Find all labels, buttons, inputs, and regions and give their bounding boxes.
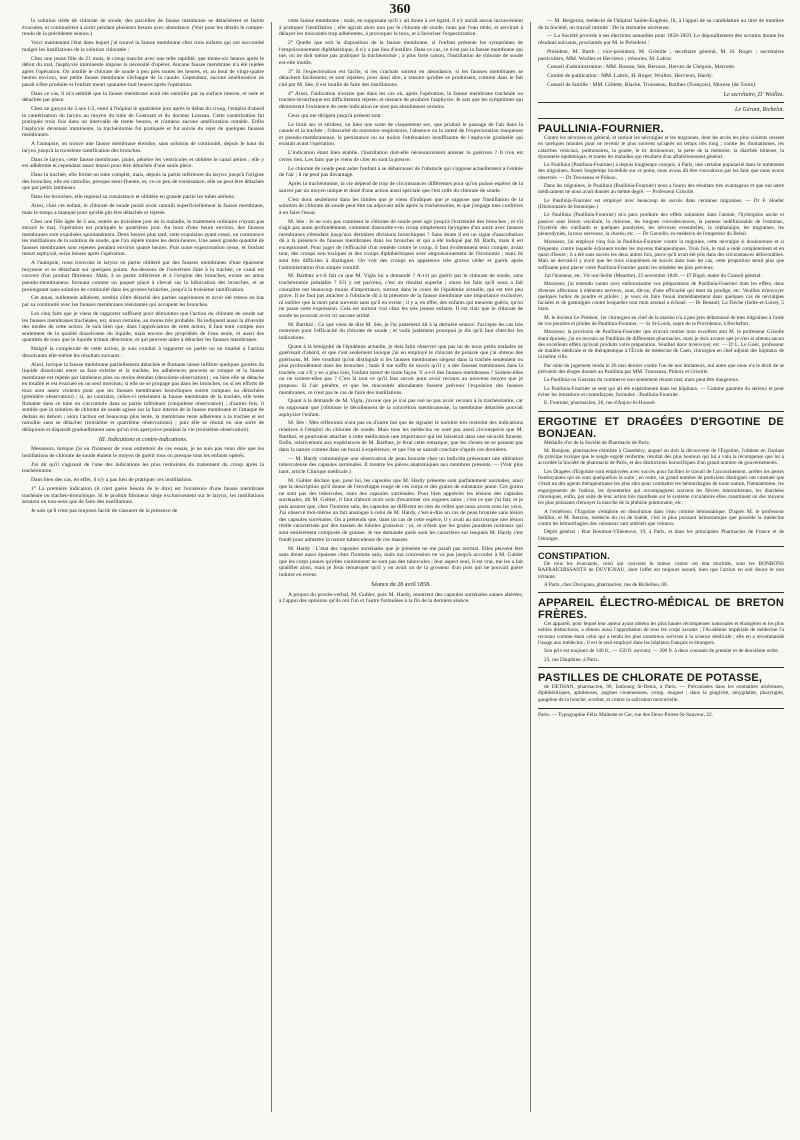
advertisement-paragraph: Le Paullinia (Paullinia-Fournier) a depuis longtemps conquis, à Paris, une certaine popularité dans le traitement des migraines. Assez longtemps incrédule sur ce point, nous avons dû être convaincus par les faits que nous avons observés. — Dr Trousseau et Pidoux. <box>538 162 784 181</box>
paragraph: Comité de publication : MM. Labric, H. Roger, Woillez, Hervieux, Hardy. <box>547 73 713 80</box>
advertisement-paragraph: Monsieur, la provision de Paullinia-Fournier que m'avait remise mon excellent ami M. le professeur Grisolle étant épuisée, j'ai eu recours au Paullinia de différentes pharmacies, mais je dois avouer que je n'en ai obtenu aucun des excellents effets qu'avait produits votre préparation. Veuillez donc m'envoyer, etc. — D' L. Le Goëc, professeur de matière médicale et de thérapeutique à l'École de médecine de Caen, chirurgien en chef adjoint des hôpitaux de la même ville. <box>538 329 784 361</box>
paragraph: Chez une jeune fille de 21 mois, le croup marche avec une telle rapidité, que trente-six heures après le début du mal, l'asphyxie imminente impose la nécessité d'opérer. Aucune fausse membrane n'a été rejetée après l'opération. On instille le chlorate de soude à peu près toutes les heures, et, au bout de vingt-quatre heures environ, une petite fausse membrane s'échappe de la canule. Cependant, aucune amélioration ne paraît s'être produite et l'enfant meurt quarante-huit heures après l'opération. <box>22 55 264 88</box>
paragraph: M. Sée : Mes réflexions n'ont pas eu d'autre but que de signaler le nombre très restreint des indications relatives à l'emploi du chlorate de soude. Mais tous les médecins ne sont pas aussi circonspects que M. Barthez, et pourraient attacher à cette médication une importance qui les laisserait dans une sécurité funeste. Enfin, relativement aux expériences de M. Barthez, je ferai cette remarque, que les choses ne se passent pas dans la nature comme dans un bocal à expérience, et que l'on se saurait conclure d'après ces dernières. <box>279 420 523 453</box>
advertisement-body <box>538 440 784 542</box>
paragraph: Quant à la bénignité de l'épidémie actuelle, je dois faire observer que pas un de nous petits malades ne guérissait d'abord, et que c'est seulement lorsque j'ai eu employé le chlorate de potasse que j'ai obtenu des guérisons. M. Sée voudrait qu'on distinguât si les fausses membranes siègent dans la trachée seulement ou plus profondément dans les bronches ; mais il me suffit de savoir qu'il y a des fausses membranes dans la trachée, car s'il y en a plus loin, l'enfant meurt de toute façon. Y a-t-il des fausses membranes ? Sortent-elles ou ne sortent-elles pas ? C'est là tout ce qu'il faut savoir pour avoir recours au nouveau moyen que je propose. Si l'air pénètre, et que les mucosités abondantes fussent prévenir l'expulsion des fausses membranes, ce n'est pas le cas de faire des instillations. <box>279 343 523 396</box>
paragraph: Malgré la complexité de cette action, je suis conduit à rapporter en partie ou en totalité à l'action dissolvante elle-même les résultats suivants : <box>22 346 264 359</box>
advertisement-paragraph: Dans les migraines, le Paullinia (Paullinia-Fournier) nous a fourni des résultats très avantageux et que nul autre médicament ne nous avait donnés au même degré. — Professeur Grisolle. <box>538 183 784 196</box>
paragraph: A propos du procès-verbal, M. Gubler, puis M. Hardy, montrent des capsules surrénales saines altérées, à l'appui des opinions qu'ils ont l'un et l'autre formulées à la fin de la dernière séance. <box>279 591 523 605</box>
advertisement-body <box>538 621 784 663</box>
paragraph: 4° Ainsi, l'indication n'existe que dans les cas où, après l'opération, la fausse membrane trachéale ou trachéo-bronchique est difficilement rejetée, et menace de produire l'asphyxie. Je sais que les symptômes qui démontrent l'existence de cette indication ne sont pas absolument certains. <box>279 90 523 110</box>
advertisement-paragraph: De tous les évacuants, celui qui convient le mieux contre cet état morbide, sont les BONBONS RAFRAÎCHISSANTS de DUVIGNAU, dont l'effet est toujours assuré, bien que l'action en soit douce et non irritante. <box>538 561 784 580</box>
advertisement-paragraph: de DETHAN, pharmacien, 90, faubourg St-Denis, à Paris. — Préconisées dans les stomatites ulcéreuses, diphthéritiques, aphtheuses, angines couenneuses, croup, muguet ; dans la gingivite, amygdalite, pharyngite, gangrène de la bouche, scorbut, et contre la salivation mercurielle. <box>538 683 784 703</box>
paragraph: C'est donc seulement dans les limites que je viens d'indiquer que je suppose que l'instillation de la solution de chlorate de soude peut être un adjuvant utile après la trachéotomie, et que j'engage mes confrères à en faire l'essai. <box>279 196 523 216</box>
paragraph: cette fausse membrane ; mais, en supposant qu'il y ait doute à cet égard, il n'y aurait aucun inconvénient à pratiquer l'instillation ; elle agirait alors non par le chlorate de soude, mais par l'eau tiède, et servirait à délayer les mucosités trop adhérentes, à provoquer la toux, et à favoriser l'expectoration. <box>279 18 523 38</box>
advertisement-title: CONSTIPATION. <box>538 551 610 561</box>
advertisement-paragraph: A l'extérieur, l'Ergotine s'emploie en dissolution dans l'eau comme hémostatique. D'après M. le professeur Sédillot, et M. Retzius, médecin du roi de Suède, c'est le plus puissant hémostatique que possède la médecine contre les hémorrhagies des vaisseaux tant artériels que veineux. <box>538 508 784 528</box>
secretary-signature: Le secrétaire, D' Woillez. <box>723 91 784 98</box>
society-elections <box>538 18 784 89</box>
advertisement-body <box>538 684 784 703</box>
paragraph: Le chlorate de soude peut aider l'enfant à se débarrasser de l'obstacle qui s'oppose actuellement à l'entrée de l'air ; il ne peut pas davantage. <box>279 165 523 179</box>
advertisement-body <box>538 135 784 407</box>
column-right <box>538 18 784 1116</box>
paragraph: J'ai dit qu'il s'agissait de l'une des indications les plus restreintes du traitement du croup après la trachéotomie. <box>22 461 264 475</box>
paragraph: Quant à la demande de M. Vigla, j'avoue que je n'ai pas osé ne pas avoir recours à la trachéotomie, car en supposant que j'obtinsse le décollement de la concrétion membraneuse, la membrane détachée pouvait asphyxier l'enfant. <box>279 398 523 418</box>
paragraph: Dans ce cas, il m'a semblé que la fausse membrane avait été ramollie par sa surface interne, et usée et détachée par place. <box>22 90 264 104</box>
paragraph: Conseil de famille : MM. Gillette, Blache, Trousseau, Barthez (François), Moreau (de Tours). <box>547 82 757 89</box>
advertisement <box>538 118 784 407</box>
paragraph: M. Hardy : L'état des capsules surrénales que je présente ne me paraît pas normal. Elles peuvent être sans doute aussi épaisses chez l'homme sain, mais ma concession ne va pas jusqu'à accorder à M. Gubler que les corps jaunes qu'elles contiennent ne sont pas des tubercules ; leur aspect seul, il est vrai, me les a fait qualifier ainsi, mais je ferai remarquer qu'il y en avait un de la grosseur d'un pois qui ne pouvait guère induire en erreur. <box>279 545 523 578</box>
column-divider <box>530 22 531 1112</box>
advertisement-paragraph: Monsieur, j'ai employé cinq fois le Paullinia-Fournier contre la migraine, cette névralgie si douloureuse et si fréquente, contre laquelle échouent toutes les moyens thérapeutiques. Trois fois, le mal a cédé complètement et en quart d'heure ; il a été sans succès les deux autres fois, parce qu'il avait été pris dans des circonstances défavorables. Mais ne devrait-il y avoir que les trois cinquièmes de succès dans tous les cas, cette proportion serait plus que suffisante pour placer votre Paullinia-Fournier parmi les remèdes les plus précieux. <box>538 239 784 271</box>
paragraph: M. Sée : Je ne vois pas comment le chlorate de soude peut agir jusqu'à l'extrémité des bronches ; et s'il s'agit pas aussi profondément, comment dissoudre-t-on croup simplement laryngien d'un autre avec fausses membranes s'étendant jusqu'aux dernières divisions bronchiques ? Sans doute il est un signe d'auscultation dû à la présence de fausses membranes dans les bronches et qui a été indiqué par M. Barth, mais il est exceptionnel. Pour juger de l'efficacité d'un remède contre le croup, il faut évidemment tenir compte, avant tout, des croups non toxiques et des croups diphthéritiques avec empoisonnement de l'économie ; mais ils sont très difficiles à distinguer. On voit des croups en apparence très graves céder et guérir après l'administration d'un simple vomitif. <box>279 218 523 271</box>
section-title: III. Indications et contre-indications. <box>98 436 188 443</box>
advertisement-title: ERGOTINE ET DRAGÉES D'ERGOTINE DE BONJEAN. <box>538 415 784 440</box>
paragraph: Dans bien des cas, en effet, il n'y a pas lieu de pratiquer ces instillations. <box>31 477 193 484</box>
advertisement-paragraph: Contre les névroses en général, et surtout les névralgies et les migraines, dont les accès les plus violents cessent en quelques minutes pour ne revenir le plus souvent qu'après un temps très long ; contre les rhumatismes, les catarrhes vésicaux, pulmonaires, la goutte, le tic douloureux, la perte de la mémoire, la diarrhée bilieuse, la dysenterie épidémique, et toutes les maladies qui résultent d'un affaiblissement général. <box>538 134 784 160</box>
paragraph: 3° Si l'expectoration est facile, si les crachats sortent en abondance, si les fausses membranes se détachent facilement, et sont rejetées, pour ainsi dire, à mesure qu'elles se produisent, comme dans le fait cité par M. Sée, il est inutile de faire des instillations. <box>279 68 523 88</box>
advertisements <box>538 118 784 703</box>
advertisement <box>538 546 784 588</box>
paragraph: Voici maintenant l'état dans lequel j'ai trouvé la fausse membrane chez trois enfants qui ont succombé malgré les instillations de la solution chloratée : <box>22 40 264 53</box>
paragraph: M. Barthez a-t-il fait ce que M. Vigla lui a demandé ? A-t-il pu guérir par le chlorate de soude, sans trachéotomie préalable ? S'il y est parvenu, c'est un résultat superbe ; sinon les faits qu'il nous a fait connaître ont beaucoup moins d'importance, surtout dans le cours de l'épidémie actuelle, qui est très peu grave. Il ne faut pas attacher à l'obstacle dû à la présence de la fausse membrane une importance exclusive, ni oublier que la mort peut survenir sans qu'il en existe ; il y a, en effet, des enfants qui meurent guéris, qu'on ne passe cette expression. Cela est surtout vrai chez les très jeunes enfants. Il est clair que le chlorate de soude ne pourrait avoir ici aucune utilité. <box>279 273 523 319</box>
paragraph: 2° Quelle que soit la disposition de la fausse membrane, si l'enfant présente les symptômes de l'empoisonnement diphthéritique, il n'y a pas lieu d'instiller. Dans ce cas, ce n'est pas la fausse membrane qui tue, on ne doit même pas pratiquer la trachéotomie ; à plus forte raison, l'instillation de chlorate de soude est-elle inutile. <box>279 40 523 66</box>
paragraph: Chez une fille âgée de 5 ans, entrée au troisième jour de la maladie, le traitement ordinaire n'ayant pas enrayé le mal, l'opération est pratiquée le quatrième jour. Au bout d'une heure environ, des fausses membranes sont expulsées spontanément. Deux heures plus tard, cette expulsion ayant cessé, on commence les instillations de la solution de soude, que l'on répète toutes les demi-heures. Une assez grande quantité de fausses membranes sont rejetées pendant environ quatre heures. Puis toute expectoration cesse, et l'enfant meurt asphyxié, seize heures après l'opération. <box>22 218 264 258</box>
gerant-signature: Le Gérant, Richelot. <box>735 107 784 114</box>
advertisement-title: PAULLINIA-FOURNIER. <box>538 122 664 135</box>
paragraph: Dans les bronches, elle reprend sa consistance et oblitère en grande partie les tubes aériens. <box>31 194 236 201</box>
advertisement-paragraph: M. Bonjean, pharmacien-chimiste à Chambéry, auquel on doit la découverte de l'Ergotine, l'obtient en l'isolant du principe toxique que le seigle ergoté renferme, résultat des plus heureux qui lui a valu la récompense que lui a accordée la Société de pharmacie de Paris, et des distinctions honorifiques d'un grand nombre de gouvernements. <box>538 447 784 467</box>
paragraph: Dans la trachée, elle forme un tube complet, mais, depuis la partie inférieure du larynx jusqu'à l'origine des bronches, elle est ramollie, presque semi-fluente, et, vu ce peu de consistance, elle ne peut être détachée que par petits lambeaux. <box>22 172 264 192</box>
advertisement-body <box>538 561 784 588</box>
advertisement-paragraph: Dépôt général : Rue Bourbon-Villeneuve, 19, à Paris, et dans les principales Pharmacies de France et de l'étranger. <box>538 529 784 542</box>
paragraph: Le bruit sec et strident, ou bien une sorte de claquement sec, que produit le passage de l'air dans la canule et la trachée ; l'obscurité du murmure respiratoire, l'absence ou la rareté de l'expectoration muqueuse et pseudo-membraneuse, la persistance ou au moins l'atténuation insuffisante de l'asphyxie graduelle qui existait avant l'opération. <box>279 121 523 148</box>
paragraph: Les cinq faits que je viens de rapporter suffisent pour démontrer que l'action du chlorate de soude sur les fausses membranes trachéales, est, sinon certaine, au moins très probable. Ils indiquent aussi la diversité des modes de cette action. Je suis bien que, dans l'appréciation de cette action, il faut tenir compte non seulement de la qualité dissolvante du liquide, mais encore des propriétés de l'eau seule, et aussi des quantités de toux que le liquide irritant détermine, et qui peuvent aider à détacher les fausses membranes. <box>22 310 264 344</box>
advertisement-paragraph: Les Dragées d'Ergotine sont employées avec succès pour faciliter le travail de l'accouchement, arrêter les pertes foudroyantes qui en sont quelquefois la suite ; en outre, un grand nombre de praticiens distingués ont constaté que c'était un des agents thérapeutiques les plus sûrs pour combattre les hémorrhagies de toute nature, l'hématémèse, les engorgements de l'utérus, les dysenteries qui accompagnent souvent les fièvres intermittentes, les diarrhées chroniques, enfin, par suite de leur action très manifeste sur le système circulatoire elles constituent un des moyens les plus puissants d'enrayer la marche de la phthisie pulmonaire, etc. <box>538 468 784 507</box>
paragraph: L'indication étant bien établie, l'instillation doit-elle nécessairement amener la guérison ? Il n'en est certes rien. Les faits que je viens de citer en sont la preuve. <box>279 150 523 163</box>
advertisement-paragraph: Monsieur, j'ai entendu vanter avec enthousiasme vos préparations de Paullinia-Fournier dont les effets, dans diverses affections à éléments nerveux, sont, dit-on, d'une efficacité qui tient du prodige, etc. Veuillez m'envoyer quelques boîtes de poudre et pilules ; je veux en faire l'essai immédiatement dans quelques cas de névralgies faciales et de gastralgies contre lesquelles tout mon arsenal a échoué. — Dr Renault, La Flèche (Indre-et-Loire), 5 mars. <box>538 281 784 313</box>
paragraph: — M. Hardy communique une observation de peau bronzée chez un individu présentant une altération tuberculeuse des capsules surrénales. Il montre les pièces anatomiques aux membres présents. — (Voir plus haut, article Clinique médicale.) <box>279 455 523 475</box>
column-left-body-b <box>22 446 264 514</box>
advertisement-title: APPAREIL ÉLECTRO-MÉDICAL DE BRETON FRÈRES. <box>538 597 784 622</box>
advertisement <box>538 667 784 703</box>
paragraph: Cet amas, nullement adhérent, semble s'être détaché des parties supérieures et avoir été retenu en bas par sa continuité avec les fausses membranes résistantes qui occupent les bronches. <box>22 295 264 309</box>
paragraph: — La Société procède à ses élections annuelles pour 1858-1859. Le dépouillement des scrutins donne les résultats suivants, proclamés par M. le Président : <box>538 33 784 47</box>
advertisement-paragraph: 23, rue Dauphine, à Paris. <box>544 656 599 663</box>
paragraph: — M. Bergeron, médecin de l'hôpital Sainte-Eugénie, lit, à l'appui de sa candidature au titre de membre de la Société, un travail intitulé : De la stomatite ulcéreuse. <box>538 18 784 31</box>
advertisement-paragraph: J'ai l'honneur, etc. Vic-sur-Seille (Meurthe), 23 novembre 1849. — D' Bigré, maire du Conseil général. <box>544 272 762 279</box>
advertisement-paragraph: Cet appareil, pour lequel leur auteur ayant obtenu les plus hautes récompenses nationales et étrangères et les plus nobles distinctions, a obtenu aussi l'approbation de tous les corps savants ; l'Académie impériale de médecine l'a reconnu comme étant celui qui a rendu les plus nombreux services à la science médicale ; elle en a recommandé l'usage aux médecins ; il est le seul employé dans les hôpitaux français et étrangers. <box>538 621 784 647</box>
paragraph: Dans le larynx, cette fausse membrane, jaune, pénètre les ventricules et oblitère le canal aérien ; elle y est adhérente et cependant assez tenace pour être détachée d'une seule pièce. <box>22 156 264 170</box>
paragraph: M. Barthez : Ce que vient de dire M. Sée, je l'ai justement dit à la dernière séance. J'accepte les cas très restreints pour l'efficacité du chlorate de soude ; et voilà justement pourquoi je dis qu'il faut chercher les indications. <box>279 321 523 341</box>
paragraph: A l'autopsie, on trouve une fausse membrane étendue, sans solution de continuité, depuis le haut du larynx jusqu'à la troisième ramification des bronches. <box>22 141 264 154</box>
paragraph: Chez un garçon de 3 ans 1/2, entré à l'hôpital le quatrième jour après le début du croup, l'emploi d'abord la cautérisation du larynx au moyen du tube de Guersant et du docteur Loiseau. Cette cautérisation fut pratiquée trois fois dans un intervalle de trente heures, et n'amena aucune amélioration notable. Enfin l'asphyxie devenant imminente, la trachéotomie fut pratiquée et fut suivie du rejet de quelques fausses membranes. <box>22 106 264 139</box>
advertisement-title: PASTILLES DE CHLORATE DE POTASSE, <box>538 671 763 684</box>
advertisement-paragraph: Le Paullinia (Paullinia-Fournier) m'a paru produire des effets salutaires dans l'atonie, l'hydropisie ascite et passive sans lésion viscérale, la chlorose, les longues convalescences, la paresse indéfinissable de l'estomac, l'hystérie des vieillards et quelques paralysies, les névroses essentielles, la céphalalgie, les migraines, les pleurodynies, la toux nerveuse, la chorée, etc. — Dr Gavrelle, ex-médecin de l'empereur du Brésil. <box>538 212 784 238</box>
seance-heading: Séance du 28 avril 1858. <box>371 582 431 589</box>
paragraph: A l'autopsie, nous trouvons le larynx en partie oblitéré par des fausses membranes d'une épaisseur moyenne et se détachant sur quelques points. Au-dessous de l'ouverture faite à la trachée, ce canal est couvert d'un produit fibrineux. Mais, à sa partie inférieure et à l'origine des bronches, existe un amas pseudo-membraneux formant comme un paquet placé à cheval sur la bifurcation des bronches, et se prolongeant sans solution de continuité dans les grosses bronches, jusqu'à la troisième ramification. <box>22 260 264 293</box>
advertisement-paragraph: Le Paullinia-Fournier est employé avec beaucoup de succès dans certaines migraines. — Dr F. Hoefer (Dictionnaire de botanique.) <box>538 197 784 210</box>
printer-footer: Paris. — Typographie Félix Malteste et Cie, rue des Deux-Portes-St-Sauveur, 22. <box>538 708 784 719</box>
paragraph: 1° La première indication (il n'est guère besoin de le dire) est l'existence d'une fausse membrane trachéale ou trachéo-bronchique. Si le produit fibrineux siège exclusivement sur le larynx, les instillations seraient un non-sens que de faire des instillations. <box>22 486 264 506</box>
separator <box>538 102 784 103</box>
column-left-body-a <box>22 18 264 434</box>
advertisement-paragraph: M. le docteur Le Prédour, 1er chirurgien en chef de la marine n'a à peu près débarrassé de mes migraines à l'aide de vos poudres et pilules de Paullinia-Fournier. — Sr St-Louis, supre de la Providence, à Rochefort. <box>538 314 784 327</box>
advertisement-paragraph: E. Fournier, pharmacien, 26, rue d'Anjou-St-Honoré. <box>544 400 656 407</box>
paragraph: Ainsi, lorsque la fausse membrane partiellement détachée et flottante laisse infiltrer quelques gouttes du liquide dissolvant entre sa face externe et la trachée, les adhérences peuvent se rompre et la fausse membrane est rejetée par lambeaux plus ou moins étendus (deuxième observation) ; ou bien elle se détache en totalité et est évacuée en un seul morceau, si elle ne se propage pas dans les bronches, ou si les efforts de toux sont assez violents pour que les fausses membranes bronchiques soient rompues ou détachées (première observation) ; si, au contraire, celles-ci retiennent la fausse membrane de la trachée, elle reste flottante dans ce tube ou s'accumule dans sa partie inférieure (cinquième observation) ; d'autres fois, il semble que la solution de chlorate de soude agisse sur la face interne de la fausse membrane et l'attaque de dedans en dehors ; alors l'action est beaucoup plus lente, la membrane reste adhérente à la trachée et est ramollie sans se détacher (troisième et quatrième observations) ; puis elle se résout en une sorte de déliquium et disparaît graduellement sans qu'on s'en aperçoive pendant la vie (troisième observation). <box>22 361 264 434</box>
paragraph: Président, M. Barth ; vice-président, M. Grisolle ; secrétaire général, M. H. Roger ; secrétaires particuliers, MM. Woillez et Hervieux ; trésorier, M. Labric. <box>538 48 784 62</box>
column-left <box>22 18 264 1116</box>
advertisement-paragraph: Le Paullinia ou Guarana du commerce nou seulement réussit mal, mais peut être dangereux. <box>544 377 740 384</box>
column-middle <box>279 18 523 1116</box>
page-number: 360 <box>389 2 411 17</box>
advertisement-paragraph: Son prix est toujours de 140 fr., — 150 fr. ouvrant, — 200 fr. à deux courants de premier et de deuxième ordre. <box>544 648 780 655</box>
advertisement-paragraph: Par suite du jugement rendu le 26 mai dernier contre l'un de nos imitateurs, nul autre que nous n'a le droit de se prévaloir des éloges donnés au Paullinia par MM. Trousseau, Pidoux et Grisolle. <box>538 362 784 376</box>
advertisement <box>538 592 784 663</box>
advertisement-paragraph: Le Paullinia-Fournier se sent qui ait été expérimenté dans les hôpitaux. — Comme garantie du sérieux et pour éviter les imitations et contrefaçons, formulez : Paullinia-Fournier. <box>538 385 784 398</box>
paragraph: la solution tiède de chlorate de soude, des parcelles de fausse membrane se détachèrent et furent évacuées, et continuèrent à sortir pendant plusieurs heures avec abondance. (Voir pour les détails le compte-rendu de la précédente séance.) <box>22 18 264 38</box>
advertisement <box>538 411 784 542</box>
paragraph: Ainsi, chez cet enfant, le chlorate de soude paraît avoir ramolli superficiellement la fausse membrane, mais le temps a manqué pour qu'elle pût être détachée et rejetée. <box>22 203 264 216</box>
column-middle-body <box>279 18 523 578</box>
paragraph: Messieurs, lorsque j'ai eu l'honneur de vous entretenir de ces essais, je ne suis pas venu dire que les instillations de chlorate de soude étaient le moyen de guérir tous ou presque tous les enfants opérés. <box>22 446 264 459</box>
paragraph: Après la trachéotomie, la vie dépend de trop de circonstances différentes pour qu'on puisse espérer de la sauver par un moyen unique et doué d'une action aussi spéciale que l'est celle du chlorate de soude. <box>279 181 523 194</box>
paragraph: Conseil d'administration : MM. Rostan, Sée, Bernutz, Hervez de Chégoin, Marrotte. <box>547 64 736 71</box>
paragraph: M. Gubler déclare que, pour lui, les capsules que M. Hardy présente sont parfaitement normales, ainsi que la description qu'il donne de l'enveloppe rouge de ces corps et des grains de substance jaune. Ces grains ne sont pas des tubercules, mais des capsules surrénales. Pour bien apprécier les lésions des capsules surrénales, dit M. Gubler, il faut d'abord avoir soin d'examiner ces organes sains ; c'est ce que j'ai fait, et je puis assurer que, chez l'homme sain, les capsules ne diffèrent en rien de celles que nous avons sous les yeux. J'ai observé moi-même un fait analogue à celui de M. Hardy, c'est-à-dire un cas de peau bronzée sans lésion des capsules surrénales. On a prétendu que, dans un cas de cette espèce, il y avait au microscope une lésion réelle caractérisée par des masses de lobules graisseux ; or, ce n'était que les grains jaunâtres normaux qui sont entièrement composés de graisse. Je me demande quels sont les caractères sur lesquels M. Hardy s'est fondé pour admettre la nature tuberculeuse de ces masses. <box>279 477 523 543</box>
paragraph: Ceux qui me dirigent jusqu'à présent sont : <box>288 112 384 119</box>
advertisement-paragraph: A Paris, chez Duvignau, pharmacien, rue de Richelieu, 66. <box>544 581 668 588</box>
column-middle-seance-body <box>279 592 523 605</box>
paragraph: Je sais qu'il n'est pas toujours facile de s'assurer de la présence de <box>31 508 178 515</box>
column-divider <box>271 22 272 1112</box>
advertisement-paragraph: Médaille d'or de la Société de Pharmacie de Paris. <box>544 439 651 446</box>
